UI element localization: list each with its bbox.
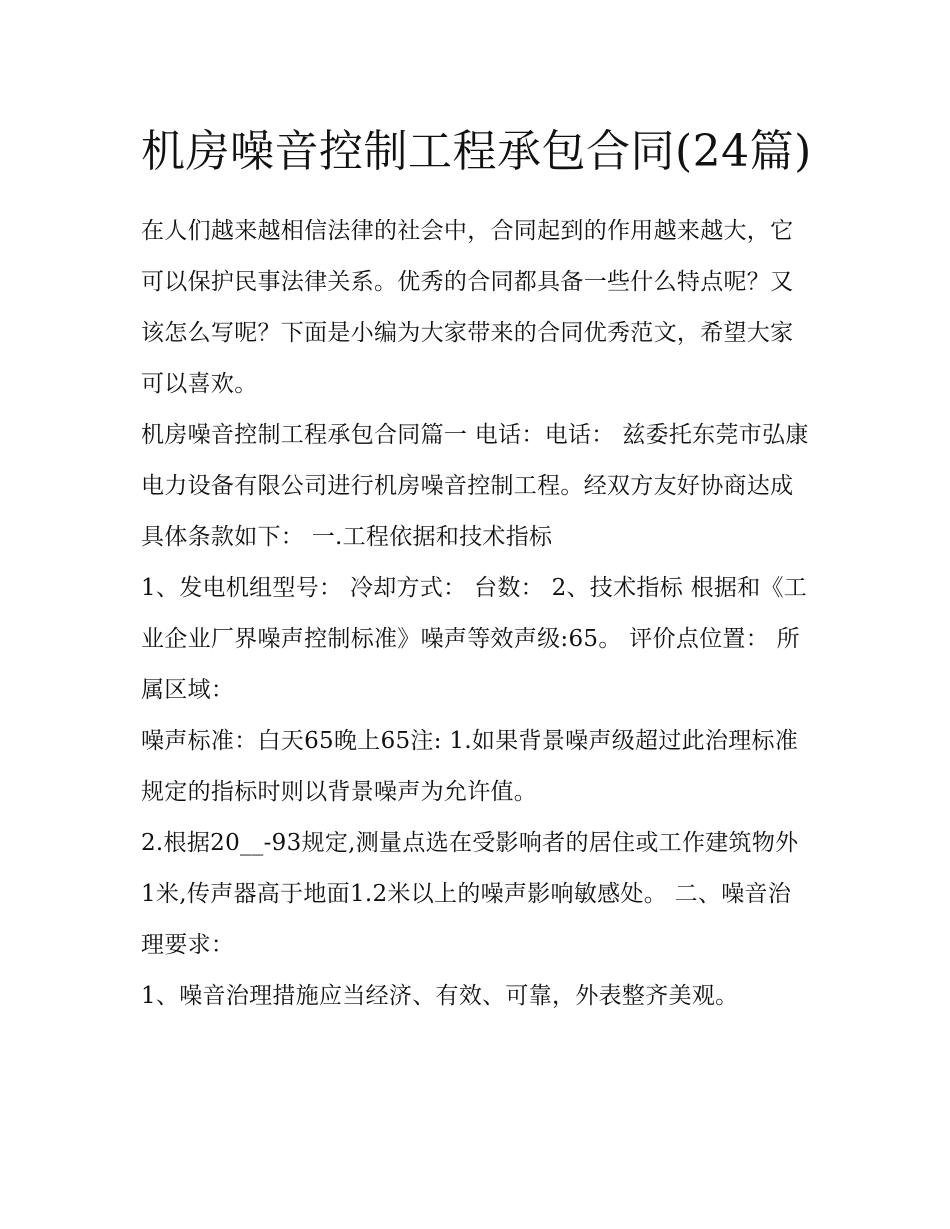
paragraph-contract-intro: 机房噪音控制工程承包合同篇一 电话：电话： 兹委托东莞市弘康电力设备有限公司进行机房噪音控制工程。经双方友好协商达成具体条款如下： 一.工程依据和技术指标: [141, 422, 809, 550]
paragraph-noise-standard: 噪声标准：白天65晚上65注: 1.如果背景噪声级超过此治理标准规定的指标时则以背景噪声为允许值。: [141, 728, 799, 805]
document-page: [141, 112, 813, 1022]
paragraph-measurement: 2.根据20__-93规定,测量点选在受影响者的居住或工作建筑物外1米,传声器高于地面1.2米以上的噪声影响敏感处。 二、噪音治理要求：: [141, 830, 799, 958]
document-title: 机房噪音控制工程承包合同(24篇): [141, 126, 812, 177]
paragraph-technical-specs: 1、发电机组型号： 冷却方式： 台数： 2、技术指标 根据和《工业企业厂界噪声控制标准》噪声等效声级:65。 评价点位置： 所属区域：: [141, 575, 808, 703]
paragraph-intro: 在人们越来越相信法律的社会中，合同起到的作用越来越大，它可以保护民事法律关系。优秀的合同都具备一些什么特点呢？又该怎么写呢？下面是小编为大家带来的合同优秀范文，希望大家可以喜欢。: [141, 218, 794, 397]
paragraph-requirement-1: 1、噪音治理措施应当经济、有效、可靠，外表整齐美观。: [141, 983, 739, 1009]
